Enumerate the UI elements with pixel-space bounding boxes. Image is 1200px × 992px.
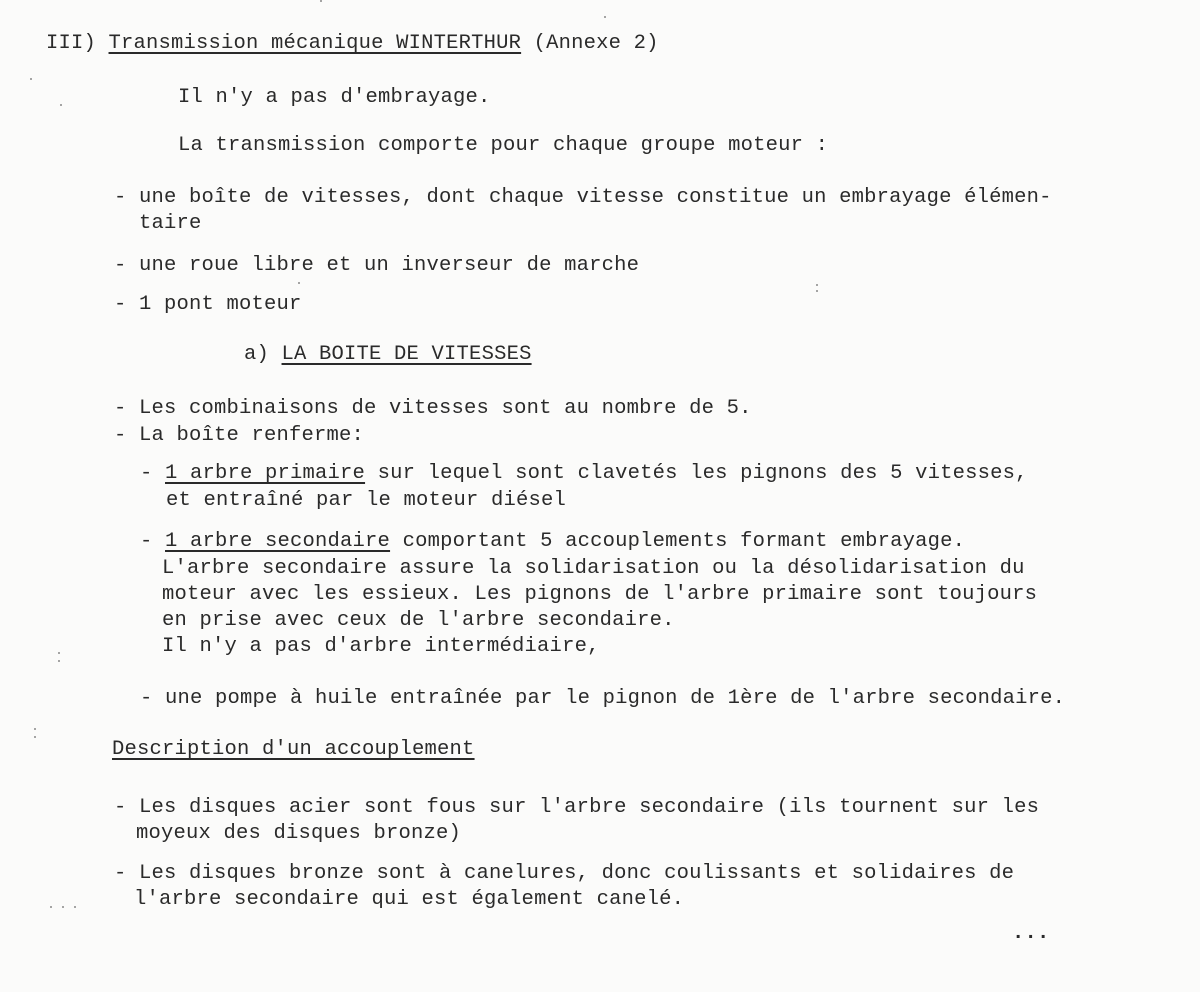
component-item-gearbox-cont: taire xyxy=(139,212,202,235)
scan-speck xyxy=(604,16,606,18)
coupling-item-bronze-discs: - Les disques bronze sont à canelures, donc coulissants et solidaires de xyxy=(114,862,1015,885)
section-title: Transmission mécanique WINTERTHUR xyxy=(108,32,522,55)
secondary-shaft-line-2: L'arbre secondaire assure la solidarisation ou la désolidarisation du xyxy=(162,557,1025,580)
secondary-shaft-line-4: en prise avec ceux de l'arbre secondaire. xyxy=(162,609,675,632)
coupling-item-steel-discs-cont: moyeux des disques bronze) xyxy=(136,822,462,845)
scan-speck xyxy=(58,660,60,662)
section-number: III) xyxy=(46,32,97,55)
scan-speck xyxy=(816,290,818,292)
scan-speck xyxy=(320,0,322,2)
gearbox-combinations: - Les combinaisons de vitesses sont au nombre de 5. xyxy=(114,397,752,420)
secondary-shaft-term: 1 arbre secondaire xyxy=(165,530,391,553)
primary-shaft-term: 1 arbre primaire xyxy=(165,462,366,485)
secondary-shaft-line-5: Il n'y a pas d'arbre intermédiaire, xyxy=(162,635,600,658)
intro-paragraph-2: La transmission comporte pour chaque groupe moteur : xyxy=(178,134,829,157)
coupling-heading: Description d'un accouplement xyxy=(112,738,475,761)
secondary-shaft-item: - 1 arbre secondaire comportant 5 accouplements formant embrayage. xyxy=(140,530,966,553)
scan-speck xyxy=(74,906,76,908)
scan-speck xyxy=(58,652,60,654)
subsection-heading xyxy=(244,343,532,367)
gearbox-contents: - La boîte renferme: xyxy=(114,424,365,447)
coupling-item-steel-discs: - Les disques acier sont fous sur l'arbre secondaire (ils tournent sur les xyxy=(114,796,1040,819)
scan-speck xyxy=(816,284,818,286)
section-annex: (Annexe 2) xyxy=(533,32,659,55)
scan-speck xyxy=(298,282,300,284)
coupling-item-bronze-discs-cont: l'arbre secondaire qui est également canelé. xyxy=(134,888,685,911)
component-item-gearbox: - une boîte de vitesses, dont chaque vitesse constitue un embrayage élémen- xyxy=(114,186,1052,209)
scan-speck xyxy=(34,736,36,738)
secondary-shaft-line-3: moteur avec les essieux. Les pignons de l'arbre primaire sont toujours xyxy=(162,583,1038,606)
primary-shaft-item: - 1 arbre primaire sur lequel sont clavetés les pignons des 5 vitesses, xyxy=(140,462,1028,485)
continuation-marker: ... xyxy=(1012,922,1050,945)
scan-speck xyxy=(50,906,52,908)
oil-pump-item: - une pompe à huile entraînée par le pignon de 1ère de l'arbre secondaire. xyxy=(140,687,1066,710)
subsection-title: LA BOITE DE VITESSES xyxy=(281,343,532,366)
scan-speck xyxy=(62,906,64,908)
component-item-axle: - 1 pont moteur xyxy=(114,293,302,316)
scan-speck xyxy=(60,104,62,106)
section-heading xyxy=(46,32,659,56)
intro-paragraph-1: Il n'y a pas d'embrayage. xyxy=(178,86,491,109)
scan-speck xyxy=(30,78,32,80)
scan-speck xyxy=(34,728,36,730)
component-item-freewheel: - une roue libre et un inverseur de marche xyxy=(114,254,640,277)
primary-shaft-item-cont: et entraîné par le moteur diésel xyxy=(166,489,567,512)
subsection-prefix: a) xyxy=(244,343,270,366)
